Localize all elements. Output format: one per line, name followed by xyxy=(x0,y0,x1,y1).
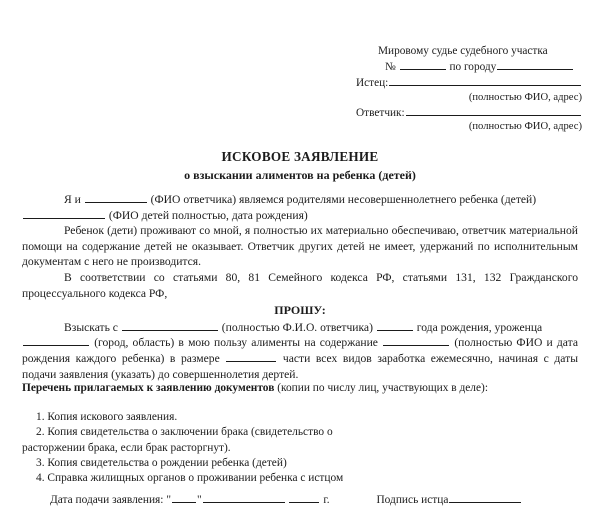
p1-text-b: (ФИО ответчика) являемся родителями несовершеннолетнего ребенка (детей) xyxy=(150,193,537,206)
attachments-heading-bold: Перечень прилагаемых к заявлению документов xyxy=(22,382,275,394)
list-item xyxy=(22,456,482,471)
plaintiff-label: Истец: xyxy=(356,77,389,90)
p4-text-e: (полностью ФИО и дата рождения каждого ребенка) в размере xyxy=(22,336,578,365)
p4-text-f: части всех видов заработка ежемесячно, начиная с даты подачи заявления (указать) до совершеннолетия дертей. xyxy=(22,351,578,381)
children-name-blank[interactable] xyxy=(23,208,105,219)
paragraph-statutes: В соответствии со статьями 80, 81 Семейного кодекса РФ, статьями 131, 132 Гражданского процессуального кодекса РФ, xyxy=(22,270,578,300)
demand-defendant-blank[interactable] xyxy=(122,320,218,331)
court-number-line xyxy=(378,59,582,75)
court-line: Мировому судье судебного участка xyxy=(378,45,548,57)
share-blank[interactable] xyxy=(226,351,276,362)
list-item xyxy=(22,410,482,425)
quote-open: " xyxy=(166,494,171,506)
plaintiff-caption: (полностью ФИО, адрес) xyxy=(468,91,582,103)
signature-footer xyxy=(22,492,578,508)
attachments-heading xyxy=(22,381,578,396)
p1-text-a: Я и xyxy=(64,193,81,206)
city-label: по городу xyxy=(449,61,497,74)
day-blank[interactable] xyxy=(172,492,196,503)
list-item xyxy=(22,425,482,456)
paragraph-parents xyxy=(22,192,578,223)
list-item-text: 1. Копия искового заявления. xyxy=(36,411,178,423)
document-title: ИСКОВОЕ ЗАЯВЛЕНИЕ xyxy=(221,149,379,164)
birth-year-blank[interactable] xyxy=(377,320,413,331)
paragraph-demand xyxy=(22,320,578,382)
quote-close: " xyxy=(196,494,202,506)
list-item-text: 4. Справка жилищных органов о проживании ребенка с истцом xyxy=(36,472,344,485)
defendant-row xyxy=(356,105,582,121)
birth-place-blank[interactable] xyxy=(23,335,89,346)
court-city-blank[interactable] xyxy=(497,59,573,70)
attachments-list xyxy=(22,410,482,486)
defendant-name-blank[interactable] xyxy=(85,192,147,203)
p4-text-b: (полностью Ф.И.О. ответчика) xyxy=(221,320,373,334)
list-item-text: 3. Копия свидетельства о рождении ребенка (детей) xyxy=(36,456,287,469)
document-body xyxy=(22,192,578,382)
list-item-text: 2. Копия свидетельства о заключении брака (свидетельство о xyxy=(36,426,333,439)
signature-label: Подпись истца xyxy=(376,494,449,506)
plaintiff-row xyxy=(356,75,582,91)
year-suffix: г. xyxy=(323,494,330,506)
p4-text-a: Взыскать с xyxy=(64,320,118,334)
month-blank[interactable] xyxy=(203,492,285,503)
list-item xyxy=(22,471,482,486)
p1-text-c: (ФИО детей полностью, дата рождения) xyxy=(108,208,308,222)
addressee-block xyxy=(356,44,582,134)
signature-blank[interactable] xyxy=(449,492,521,503)
child-details-blank[interactable] xyxy=(383,335,449,346)
number-label: № xyxy=(385,61,396,74)
defendant-label: Ответчик: xyxy=(356,106,405,119)
year-blank[interactable] xyxy=(289,492,319,503)
court-number-blank[interactable] xyxy=(400,59,446,70)
demand-heading: ПРОШУ: xyxy=(274,303,326,318)
document-subtitle: о взыскании алиментов на ребенка (детей) xyxy=(184,168,416,182)
plaintiff-blank[interactable] xyxy=(389,75,581,86)
defendant-blank[interactable] xyxy=(406,105,581,116)
paragraph-support: Ребенок (дети) проживают со мной, я полностью их материально обеспечиваю, ответчик материальной помощи на содержание детей не оказывает. Ответчик других детей не имеет, удержаний по исполнительным документам с него не производится. xyxy=(22,224,578,269)
p4-text-d: (город, область) в мою пользу алименты на содержание xyxy=(94,336,378,350)
p4-text-c: года рождения, уроженца xyxy=(416,320,543,334)
attachments-heading-rest: (копии по числу лиц, участвующих в деле): xyxy=(274,382,489,394)
defendant-caption: (полностью ФИО, адрес) xyxy=(468,120,582,132)
date-label: Дата подачи заявления: xyxy=(50,494,164,506)
list-item-continuation: расторжении брака, если брак расторгнут). xyxy=(22,441,231,454)
